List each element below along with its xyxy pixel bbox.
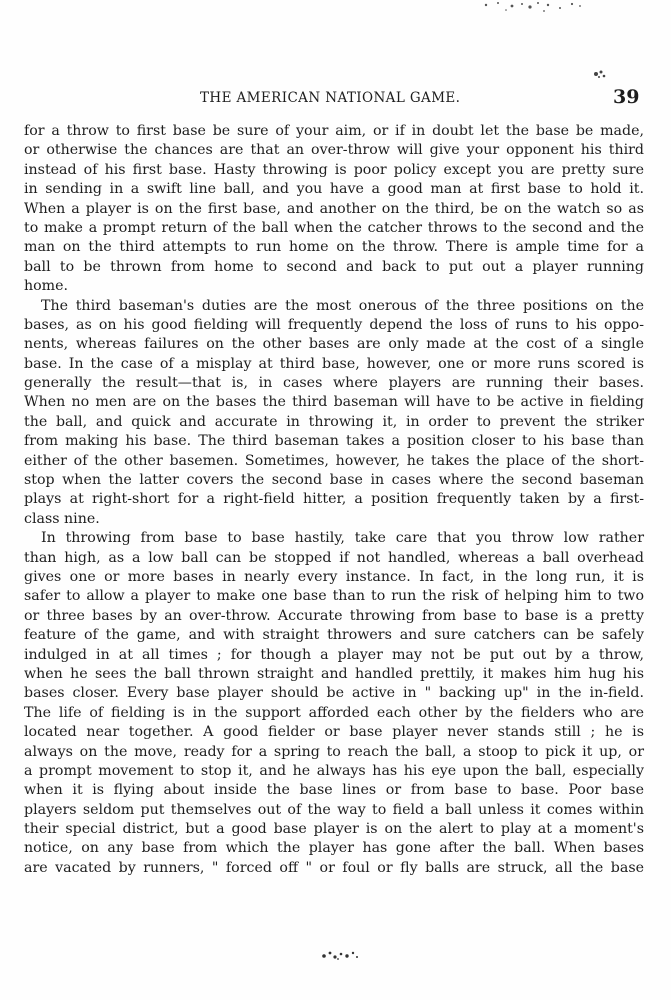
text-line: nents, whereas failures on the other bases are only made at the cost of a single <box>24 336 644 353</box>
ink-smudge-top <box>478 0 588 16</box>
text-line: are vacated by runners, " forced off " or foul or fly balls are struck, all the base <box>24 859 644 876</box>
text-line: home. <box>24 278 69 295</box>
text-line: safer to allow a player to make one base than to run the risk of helping him to two <box>24 588 644 605</box>
text-line: When no men are on the bases the third baseman will have to be active in fielding <box>24 394 644 411</box>
text-line: When a player is on the first base, and another on the third, be on the watch so as <box>24 200 644 217</box>
text-line: either of the other basemen. Sometimes, however, he takes the place of the short- <box>24 452 644 469</box>
text-line: stop when the latter covers the second base in cases where the second baseman <box>24 472 644 489</box>
text-line: The third baseman's duties are the most onerous of the three positions on the <box>41 297 644 314</box>
page-number: 39 <box>613 86 640 108</box>
text-line: from making his base. The third baseman takes a position closer to his base than <box>24 433 644 450</box>
text-line: when it is flying about inside the base lines or from base to base. Poor base <box>24 782 644 799</box>
text-line: generally the result—that is, in cases where players are running their bases. <box>24 375 644 392</box>
text-line: class nine. <box>24 510 100 527</box>
text-line: plays at right-short for a right-field hitter, a position frequently taken by a first- <box>24 491 644 508</box>
text-line: located near together. A good fielder or base player never stands still ; he is <box>24 724 644 741</box>
text-line: or otherwise the chances are that an over-throw will give your opponent his third <box>24 142 644 159</box>
text-line: notice, on any base from which the player has gone after the ball. When bases <box>24 840 644 857</box>
running-head <box>0 86 671 110</box>
text-line: bases, as on his good fielding will frequently depend the loss of runs to his oppo- <box>24 316 644 333</box>
page-header-title: THE AMERICAN NATIONAL GAME. <box>200 90 461 106</box>
text-line: instead of his first base. Hasty throwing is poor policy except you are pretty sure <box>24 161 644 178</box>
text-line: In throwing from base to base hastily, take care that you throw low rather <box>41 530 644 547</box>
body-text <box>24 122 644 878</box>
text-line: in sending in a swift line ball, and you have a good man at first base to hold it. <box>24 181 644 198</box>
text-line: always on the move, ready for a spring to reach the ball, a stoop to pick it up, or <box>24 743 644 760</box>
text-line: The life of fielding is in the support afforded each other by the fielders who are <box>24 704 644 721</box>
text-line: indulged in at all times ; for though a player may not be put out by a throw, <box>24 646 644 663</box>
text-line: players seldom put themselves out of the way to field a ball unless it comes within <box>24 801 644 818</box>
text-line: man on the third attempts to run home on the throw. There is ample time for a <box>24 239 644 256</box>
ink-smudge-mark <box>590 66 610 82</box>
text-line: base. In the case of a misplay at third base, however, one or more runs scored is <box>24 355 644 372</box>
text-line: bases closer. Every base player should be active in " backing up" in the in-field. <box>24 685 644 702</box>
text-line: their special district, but a good base player is on the alert to play at a moment's <box>24 821 644 838</box>
text-line: or three bases by an over-throw. Accurate throwing from base to base is a pretty <box>24 607 644 624</box>
text-line: gives one or more bases in nearly every instance. In fact, in the long run, it is <box>24 568 644 585</box>
text-line: when he sees the ball thrown straight and handled prettily, it makes him hug his <box>24 665 644 682</box>
text-line: a prompt movement to stop it, and he always has his eye upon the ball, especially <box>24 762 644 779</box>
ink-smudge-bottom <box>318 945 362 963</box>
text-line: the ball, and quick and accurate in throwing it, in order to prevent the striker <box>24 413 644 430</box>
text-line: than high, as a low ball can be stopped if not handled, whereas a ball overhead <box>24 549 644 566</box>
text-line: feature of the game, and with straight throwers and sure catchers can be safely <box>24 627 644 644</box>
text-line: to make a prompt return of the ball when the catcher throws to the second and the <box>24 219 644 236</box>
text-line: ball to be thrown from home to second and back to put out a player running <box>24 258 644 275</box>
text-line: for a throw to first base be sure of your aim, or if in doubt let the base be made, <box>24 123 644 139</box>
